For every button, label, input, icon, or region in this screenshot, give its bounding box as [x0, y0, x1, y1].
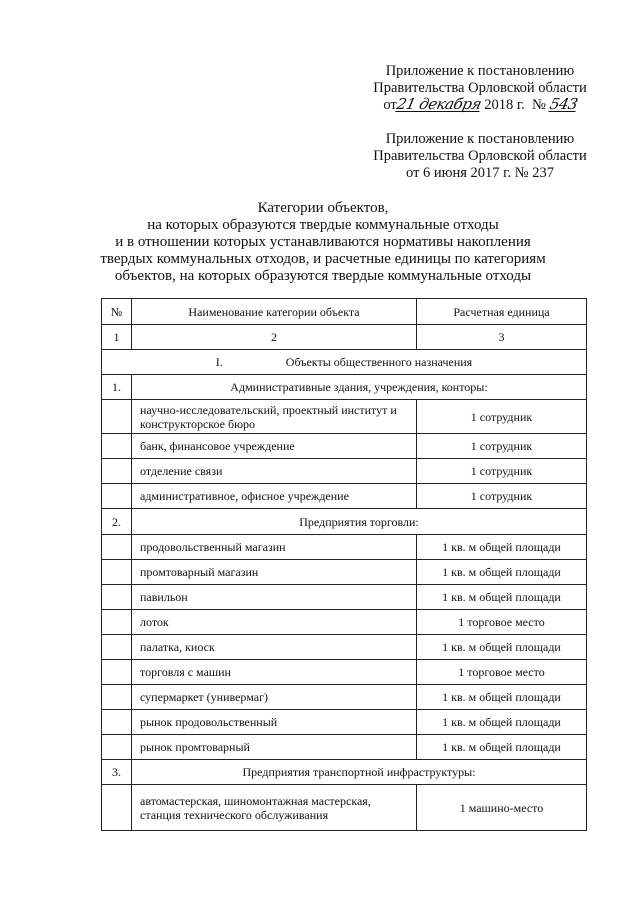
section-label: Объекты общественного назначения	[285, 355, 473, 369]
section-number: I.	[215, 355, 223, 369]
group-number: 1.	[102, 375, 132, 400]
table-row	[102, 785, 587, 831]
calculation-unit: 1 сотрудник	[417, 400, 587, 434]
title-line: Категории объектов,	[257, 200, 389, 216]
section-heading	[102, 350, 587, 375]
column-number: 1	[102, 325, 132, 350]
category-name: промтоварный магазин	[132, 560, 417, 585]
table-row	[102, 484, 587, 509]
group-number: 3.	[102, 760, 132, 785]
calculation-unit: 1 торговое место	[417, 610, 587, 635]
category-name: торговля с машин	[132, 660, 417, 685]
title-line: объектов, на которых образуются твердые коммунальные отходы	[114, 268, 532, 284]
table-row	[102, 585, 587, 610]
annex-current	[362, 63, 598, 114]
column-number-row	[102, 325, 587, 350]
group-label: Предприятия транспортной инфраструктуры:	[132, 760, 587, 785]
table-row	[102, 560, 587, 585]
annex-previous-line3: от 6 июня 2017 г. № 237	[406, 165, 554, 181]
category-name: административное, офисное учреждение	[132, 484, 417, 509]
annex-current-line2: Правительства Орловской области	[373, 80, 587, 96]
annex-current-line1: Приложение к постановлению	[385, 63, 575, 79]
annex-number-prefix: №	[532, 97, 546, 113]
calculation-unit: 1 кв. м общей площади	[417, 560, 587, 585]
category-name: научно-исследовательский, проектный институт и конструкторское бюро	[132, 400, 417, 434]
annex-date-prefix: от	[383, 97, 397, 113]
annex-current-date-line	[362, 97, 598, 114]
category-name: супермаркет (универмаг)	[132, 685, 417, 710]
table-row	[102, 635, 587, 660]
category-name: отделение связи	[132, 459, 417, 484]
calculation-unit: 1 сотрудник	[417, 459, 587, 484]
table-row	[102, 535, 587, 560]
table-header-row	[102, 299, 587, 325]
calculation-unit: 1 кв. м общей площади	[417, 535, 587, 560]
category-name: рынок продовольственный	[132, 710, 417, 735]
calculation-unit: 1 машино-место	[417, 785, 587, 831]
calculation-unit: 1 кв. м общей площади	[417, 585, 587, 610]
categories-table	[101, 298, 587, 831]
calculation-unit: 1 кв. м общей площади	[417, 635, 587, 660]
calculation-unit: 1 торговое место	[417, 660, 587, 685]
category-name: банк, финансовое учреждение	[132, 434, 417, 459]
column-number: 3	[417, 325, 587, 350]
handwritten-date: 21 декабря	[394, 95, 483, 113]
group-label: Административные здания, учреждения, конторы:	[132, 375, 587, 400]
calculation-unit: 1 кв. м общей площади	[417, 685, 587, 710]
table-row	[102, 710, 587, 735]
section-row	[102, 350, 587, 375]
title-line: твердых коммунальных отходов, и расчетные единицы по категориям	[100, 251, 546, 267]
calculation-unit: 1 кв. м общей площади	[417, 710, 587, 735]
header-number: №	[102, 299, 132, 325]
table-row	[102, 685, 587, 710]
table-row	[102, 735, 587, 760]
category-name: павильон	[132, 585, 417, 610]
annex-previous	[362, 131, 598, 182]
annex-date-year: 2018 г.	[484, 97, 525, 113]
category-name: автомастерская, шиномонтажная мастерская, станция технического обслуживания	[132, 785, 417, 831]
table-row	[102, 400, 587, 434]
group-row	[102, 375, 587, 400]
table-row	[102, 660, 587, 685]
calculation-unit: 1 кв. м общей площади	[417, 735, 587, 760]
category-name: палатка, киоск	[132, 635, 417, 660]
table-row	[102, 459, 587, 484]
annex-previous-line1: Приложение к постановлению	[385, 131, 575, 147]
group-number: 2.	[102, 509, 132, 535]
table-row	[102, 434, 587, 459]
group-row	[102, 760, 587, 785]
category-name: лоток	[132, 610, 417, 635]
handwritten-number: 543	[547, 95, 579, 113]
category-name: рынок промтоварный	[132, 735, 417, 760]
header-category: Наименование категории объекта	[132, 299, 417, 325]
column-number: 2	[132, 325, 417, 350]
document-title	[100, 200, 546, 285]
group-row	[102, 509, 587, 535]
title-line: на которых образуются твердые коммунальные отходы	[147, 217, 499, 233]
calculation-unit: 1 сотрудник	[417, 484, 587, 509]
annex-previous-line2: Правительства Орловской области	[373, 148, 587, 164]
group-label: Предприятия торговли:	[132, 509, 587, 535]
table-row	[102, 610, 587, 635]
title-line: и в отношении которых устанавливаются нормативы накопления	[115, 234, 531, 250]
category-name: продовольственный магазин	[132, 535, 417, 560]
calculation-unit: 1 сотрудник	[417, 434, 587, 459]
header-unit: Расчетная единица	[417, 299, 587, 325]
